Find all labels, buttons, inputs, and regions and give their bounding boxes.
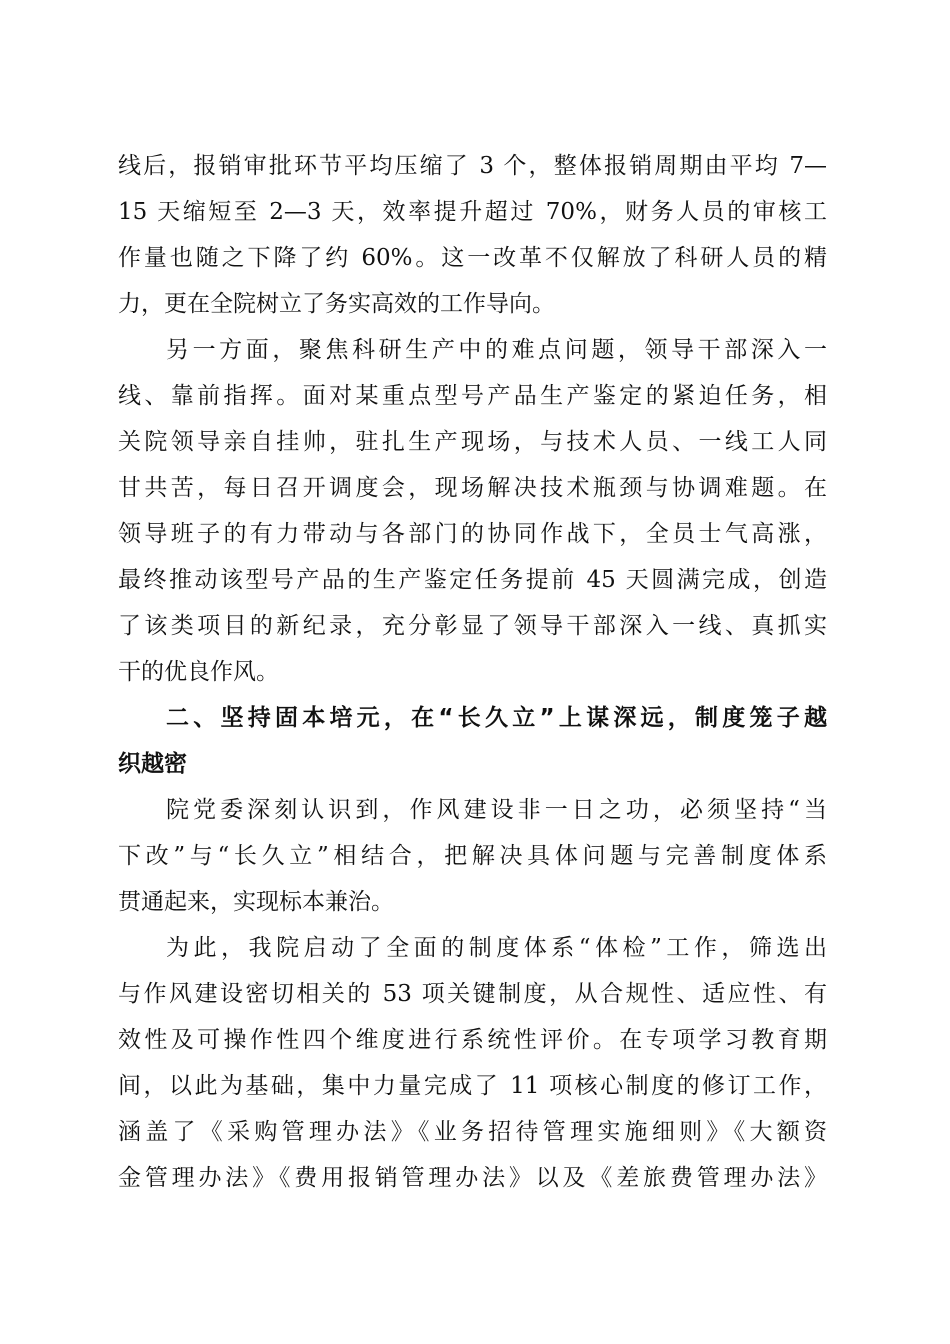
text-line: 院党委深刻认识到，作风建设非一日之功，必须坚持“当 xyxy=(166,797,827,823)
text-line: 为此，我院启动了全面的制度体系“体检”工作，筛选出 xyxy=(166,935,827,961)
text-line: 力，更在全院树立了务实高效的工作导向。 xyxy=(118,291,555,317)
text-line: 了该类项目的新纪录，充分彰显了领导干部深入一线、真抓实 xyxy=(118,613,827,639)
document-body xyxy=(118,143,827,1201)
text-line: 下改”与“长久立”相结合，把解决具体问题与完善制度体系 xyxy=(118,843,827,869)
text-line: 与作风建设密切相关的 53 项关键制度，从合规性、适应性、有 xyxy=(118,981,827,1007)
paragraph-long-term-mechanism xyxy=(118,787,827,925)
text-line: 间，以此为基础，集中力量完成了 11 项核心制度的修订工作， xyxy=(118,1073,827,1099)
text-line: 涵盖了《采购管理办法》《业务招待管理实施细则》《大额资 xyxy=(118,1119,827,1145)
text-line: 作量也随之下降了约 60%。这一改革不仅解放了科研人员的精 xyxy=(118,245,827,271)
paragraph-system-checkup xyxy=(118,925,827,1201)
text-line: 效性及可操作性四个维度进行系统性评价。在专项学习教育期 xyxy=(118,1027,827,1053)
text-line: 干的优良作风。 xyxy=(118,659,279,685)
heading-line: 织越密 xyxy=(118,751,187,777)
text-line: 领导班子的有力带动与各部门的协同作战下，全员士气高涨， xyxy=(118,521,827,547)
paragraph-reimbursement-result xyxy=(118,143,827,327)
text-line: 15 天缩短至 2—3 天，效率提升超过 70%，财务人员的审核工 xyxy=(118,199,827,225)
text-line: 贯通起来，实现标本兼治。 xyxy=(118,889,394,915)
paragraph-frontline-leadership xyxy=(118,327,827,695)
text-line: 甘共苦，每日召开调度会，现场解决技术瓶颈与协调难题。在 xyxy=(118,475,827,501)
text-line: 最终推动该型号产品的生产鉴定任务提前 45 天圆满完成，创造 xyxy=(118,567,827,593)
text-line: 线、靠前指挥。面对某重点型号产品生产鉴定的紧迫任务，相 xyxy=(118,383,827,409)
text-line: 另一方面，聚焦科研生产中的难点问题，领导干部深入一 xyxy=(166,337,827,363)
text-line: 关院领导亲自挂帅，驻扎生产现场，与技术人员、一线工人同 xyxy=(118,429,827,455)
section-heading xyxy=(118,695,827,787)
heading-line: 二、坚持固本培元，在“长久立”上谋深远，制度笼子越 xyxy=(166,705,827,731)
text-line: 金管理办法》《费用报销管理办法》以及《差旅费管理办法》 xyxy=(118,1165,827,1191)
text-line: 线后，报销审批环节平均压缩了 3 个，整体报销周期由平均 7— xyxy=(118,153,827,179)
